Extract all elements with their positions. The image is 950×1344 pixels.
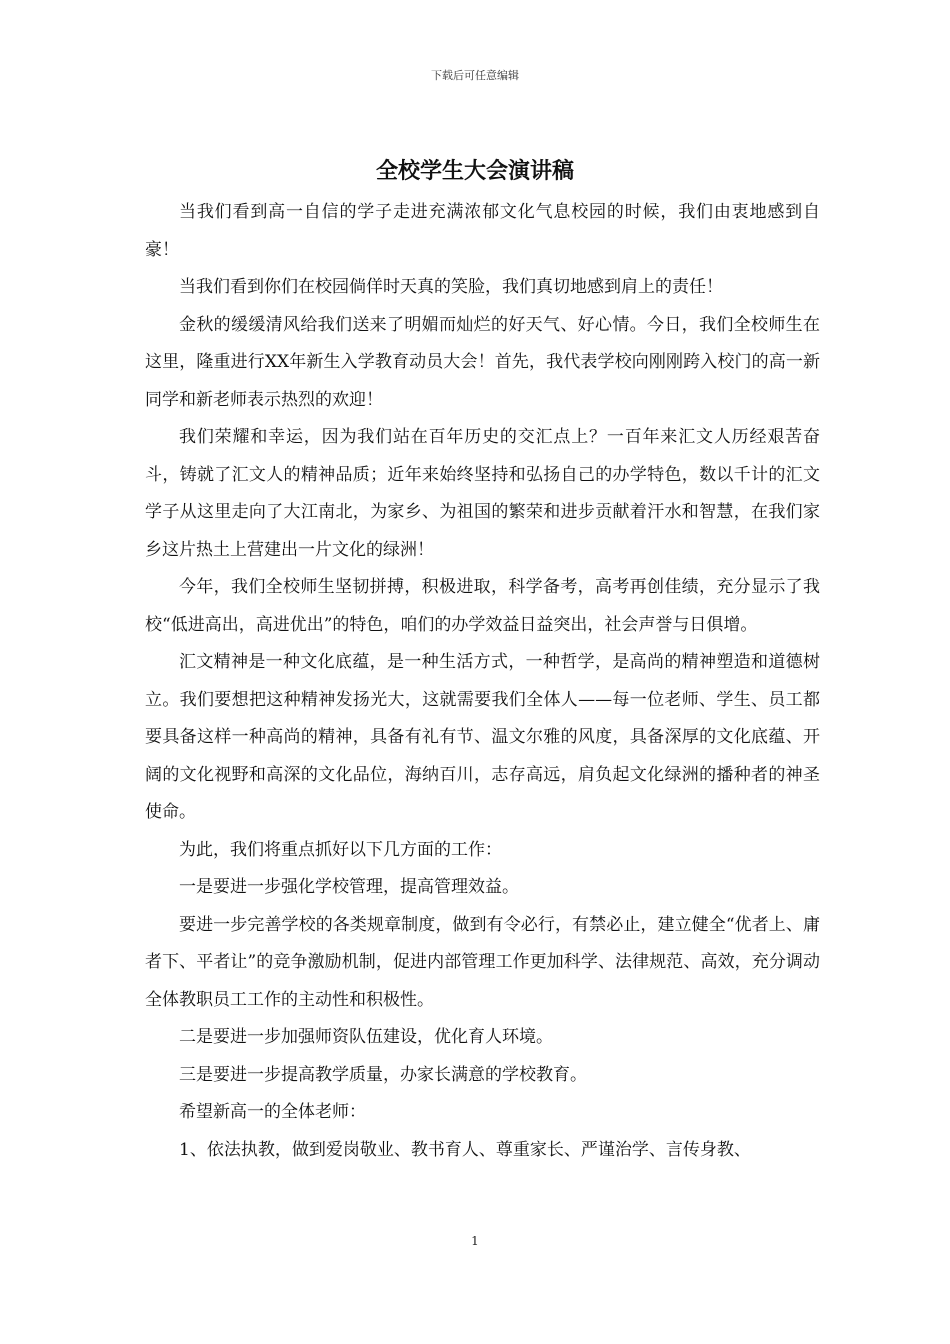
paragraph: 当我们看到高一自信的学子走进充满浓郁文化气息校园的时候，我们由衷地感到自豪！ [145,202,820,260]
paragraph: 1、依法执教，做到爱岗敬业、教书育人、尊重家长、严谨治学、言传身教、 [179,1139,751,1160]
document-body [145,194,820,1169]
paragraph: 为此，我们将重点抓好以下几方面的工作： [179,839,502,860]
paragraph: 汇文精神是一种文化底蕴，是一种生活方式，一种哲学，是高尚的精神塑造和道德树立。我们要想把这种精神发扬光大，这就需要我们全体人——每一位老师、学生、员工都要具备这样一种高尚的精神，具备有礼有节、温文尔雅的风度，具备深厚的文化底蕴、开阔的文化视野和高深的文化品位，海纳百川，志存高远，肩负起文化绿洲的播种者的神圣使命。 [145,652,820,822]
document-title: 全校学生大会演讲稿 [375,158,574,184]
paragraph: 一是要进一步强化学校管理，提高管理效益。 [179,877,519,897]
paragraph: 今年，我们全校师生坚韧拼搏，积极进取，科学备考，高考再创佳绩，充分显示了我校“低进高出，高进优出”的特色，咱们的办学效益日益突出，社会声誉与日俱增。 [145,577,820,635]
page-number: 1 [471,1234,479,1248]
paragraph: 当我们看到你们在校园倘佯时天真的笑脸，我们真切地感到肩上的责任！ [179,277,723,297]
paragraph: 二是要进一步加强师资队伍建设，优化育人环境。 [179,1027,553,1047]
page-header-note: 下载后可任意编辑 [431,69,519,82]
paragraph: 我们荣耀和幸运，因为我们站在百年历史的交汇点上？一百年来汇文人历经艰苦奋斗，铸就了汇文人的精神品质；近年来始终坚持和弘扬自己的办学特色，数以千计的汇文学子从这里走向了大江南北，为家乡、为祖国的繁荣和进步贡献着汗水和智慧，在我们家乡这片热土上营建出一片文化的绿洲！ [145,427,820,560]
paragraph: 希望新高一的全体老师： [179,1102,366,1122]
paragraph: 要进一步完善学校的各类规章制度，做到有令必行，有禁必止，建立健全“优者上、庸者下、平者让”的竞争激励机制，促进内部管理工作更加科学、法律规范、高效，充分调动全体教职员工工作的主动性和积极性。 [145,914,820,1010]
paragraph: 金秋的缓缓清风给我们送来了明媚而灿烂的好天气、好心情。今日，我们全校师生在这里，隆重进行XX年新生入学教育动员大会！首先，我代表学校向刚刚跨入校门的高一新同学和新老师表示热烈的欢迎！ [145,314,820,410]
paragraph: 三是要进一步提高教学质量，办家长满意的学校教育。 [179,1064,587,1085]
